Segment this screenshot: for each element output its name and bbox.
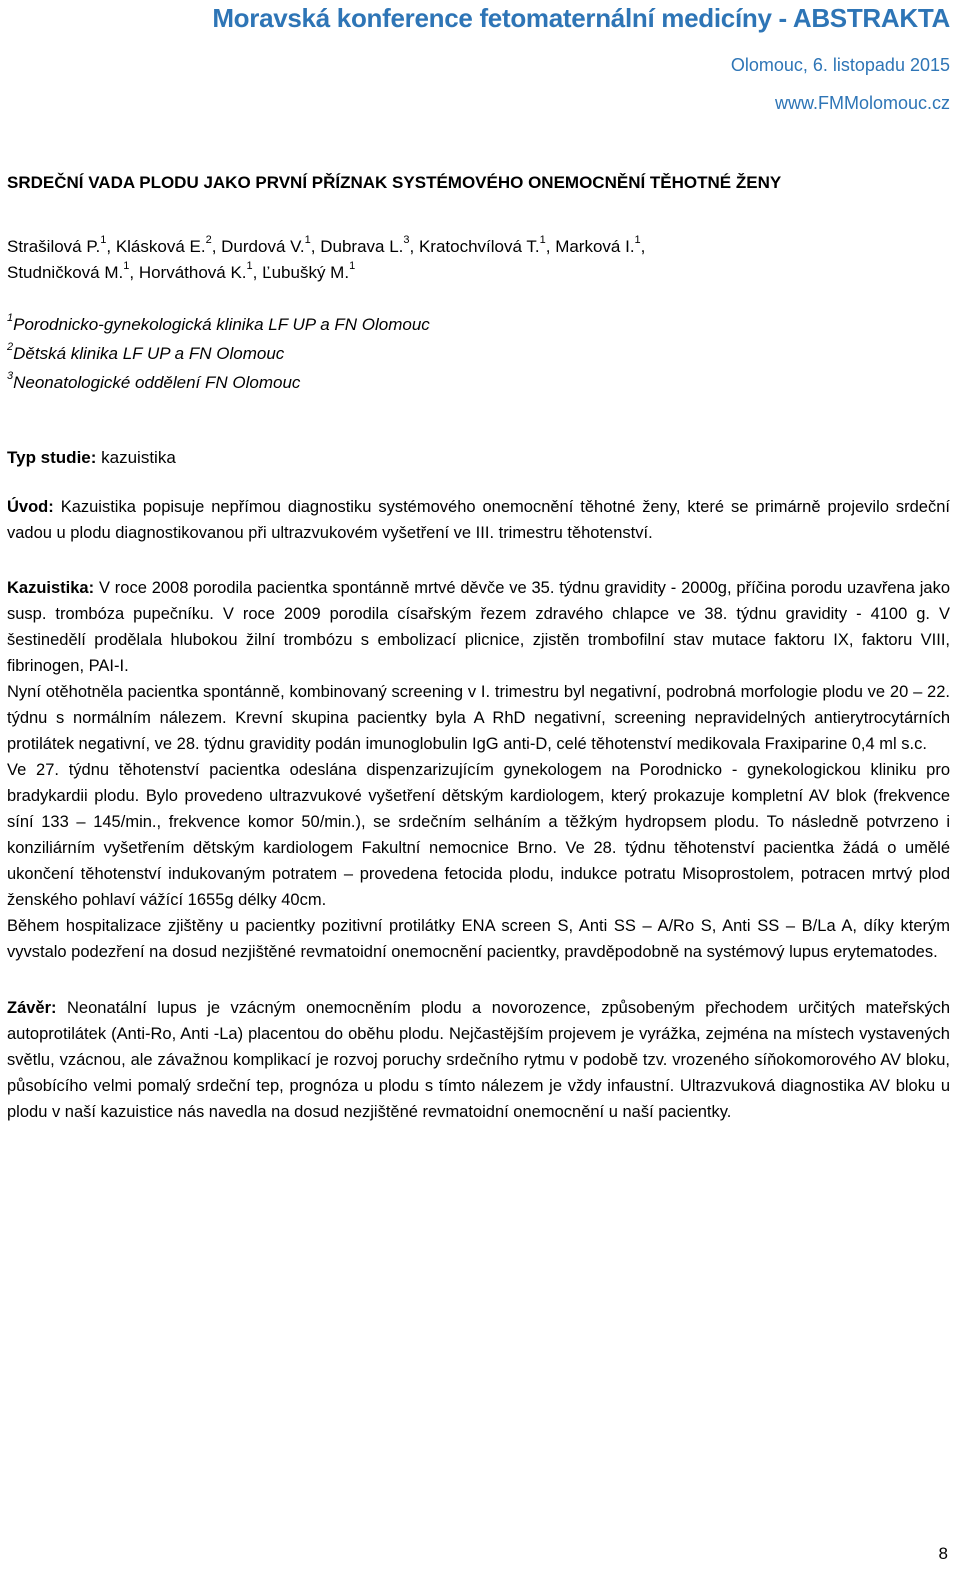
abstract-body	[7, 172, 950, 1125]
abstract-title: SRDEČNÍ VADA PLODU JAKO PRVNÍ PŘÍZNAK SYSTÉMOVÉHO ONEMOCNĚNÍ TĚHOTNÉ ŽENY	[7, 173, 782, 192]
conference-date: Olomouc, 6. listopadu 2015	[730, 55, 950, 75]
study-type-value: kazuistika	[96, 448, 176, 467]
case-paragraph: Nyní otěhotněla pacientka spontánně, kombinovaný screening v I. trimestru byl negativní, podrobná morfologie plodu ve 20 – 22. týdnu s normálním nálezem. Krevní skupina pacientky byla A RhD negativní, screening nepravidelných antierytrocytárních protilátek negativní, ve 28. týdnu gravidity podán imunoglobulin IgG anti-D, celé těhotenství medikovala Fraxiparine 0,4 ml s.c.	[7, 683, 950, 753]
affiliation-list	[7, 310, 950, 397]
case-report-label: Kazuistika:	[7, 579, 95, 597]
affiliation-number: 2	[7, 341, 14, 354]
conference-website: www.FMMolomouc.cz	[774, 93, 950, 113]
author-list: Strašilová P.$^1$, Klásková E.$^2$, Durdová V.$^1$, Dubrava L.$^3$, Kratochvílová T.$^1$, Marková I.$^1$, Studničková M.$^1$, Horváthová K.$^1$, Ľubušký M.$^1$	[7, 234, 646, 282]
author-affiliation-mark: 1	[123, 260, 130, 273]
affiliation-item	[7, 368, 950, 397]
affiliation-number: 3	[7, 370, 14, 383]
affiliation-text: Porodnicko-gynekologická klinika LF UP a FN Olomouc	[13, 315, 430, 334]
conference-title: Moravská konference fetomaternální medicíny - ABSTRAKTA	[212, 3, 950, 33]
author-name: Dubrava L.	[320, 237, 404, 256]
affiliation-text: Neonatologické oddělení FN Olomouc	[13, 373, 301, 392]
author-name: Ľubušký M.	[262, 263, 350, 282]
introduction-section	[7, 494, 950, 546]
page-header	[212, 0, 950, 114]
author-affiliation-mark: 1	[634, 234, 641, 247]
author-name: Studničková M.	[7, 263, 124, 282]
case-paragraph	[7, 575, 950, 679]
author-name: Horváthová K.	[138, 263, 247, 282]
study-type	[7, 447, 950, 469]
case-paragraph: Ve 27. týdnu těhotenství pacientka odeslána dispenzarizujícím gynekologem na Porodnicko - gynekologickou kliniku pro bradykardii plodu. Bylo provedeno ultrazvukové vyšetření dětským kardiologem, který prokazuje kompletní AV blok (frekvence síní 133 – 145/min., frekvence komor 50/min.), se srdečním selháním a těžkým hydropsem plodu. To následně potvrzeno i konziliárním vyšetřením dětským kardiologem Fakultní nemocnice Brno. Ve 28. týdnu těhotenství pacientka žádá o umělé ukončení těhotenství indukovaným potratem – provedena fetocida plodu, indukce potratu Misoprostolem, potracen mrtvý plod ženského pohlaví vážící 1655g délky 40cm.	[7, 761, 950, 909]
author-affiliation-mark: 1	[539, 234, 546, 247]
author-affiliation-mark: 3	[403, 234, 410, 247]
study-type-label: Typ studie:	[7, 448, 97, 467]
author-name: Kratochvílová T.	[418, 237, 540, 256]
author-affiliation-mark: 1	[349, 260, 356, 273]
affiliation-item	[7, 310, 950, 339]
conclusion-text: Neonatální lupus je vzácným onemocněním plodu a novorozence, způsobeným přechodem určitých mateřských autoprotilátek (Anti-Ro, Anti -La) placentou do oběhu plodu. Nejčastějším projevem je vyrážka, zejména na místech vystavených světlu, vzácnou, ale závažnou komplikací je rozvoj poruchy srdečního rytmu v podobě tzv. vrozeného síňokomorového AV bloku, působícího velmi pomalý srdeční tep, prognóza u plodu s tímto nálezem je vždy infaustní. Ultrazvuková diagnostika AV bloku u plodu v naší kazuistice nás navedla na dosud nezjištěné revmatoidní onemocnění u naší pacientky.	[7, 999, 950, 1121]
author-affiliation-mark: 1	[304, 234, 311, 247]
introduction-label: Úvod:	[7, 498, 54, 516]
case-paragraph: Během hospitalizace zjištěny u pacientky pozitivní protilátky ENA screen S, Anti SS – A/Ro S, Anti SS – B/La A, díky kterým vyvstalo podezření na dosud nezjištěné revmatoidní onemocnění pacientky, pravděpodobně na systémový lupus erytematodes.	[7, 917, 950, 961]
affiliation-item	[7, 339, 950, 368]
affiliation-text: Dětská klinika LF UP a FN Olomouc	[13, 344, 285, 363]
introduction-text: Kazuistika popisuje nepřímou diagnostiku systémového onemocnění těhotné ženy, které se primárně projevilo srdeční vadou u plodu diagnostikovanou při ultrazvukovém vyšetření ve III. trimestru těhotenství.	[7, 498, 950, 542]
conclusion-label: Závěr:	[7, 999, 57, 1017]
affiliation-number: 1	[7, 312, 14, 325]
page-number: 8	[938, 1544, 948, 1563]
conclusion-section	[7, 995, 950, 1125]
author-affiliation-mark: 2	[205, 234, 212, 247]
case-text: V roce 2008 porodila pacientka spontánně mrtvé děvče ve 35. týdnu gravidity - 2000g, příčina porodu uzavřena jako susp. trombóza pupečníku. V roce 2009 porodila císařským řezem zdravého chlapce ve 38. týdnu gravidity - 4100 g. V šestinedělí prodělala hlubokou žilní trombózu s embolizací plicnice, zjistěn trombofilní stav mutace faktoru IX, faktoru VIII, fibrinogen, PAI-I.	[7, 579, 950, 675]
author-name: Klásková E.	[115, 237, 206, 256]
case-report-section	[7, 575, 950, 965]
author-affiliation-mark: 1	[100, 234, 107, 247]
author-name: Strašilová P.	[7, 237, 101, 256]
author-name: Marková I.	[555, 237, 635, 256]
author-affiliation-mark: 1	[246, 260, 253, 273]
author-name: Durdová V.	[221, 237, 305, 256]
